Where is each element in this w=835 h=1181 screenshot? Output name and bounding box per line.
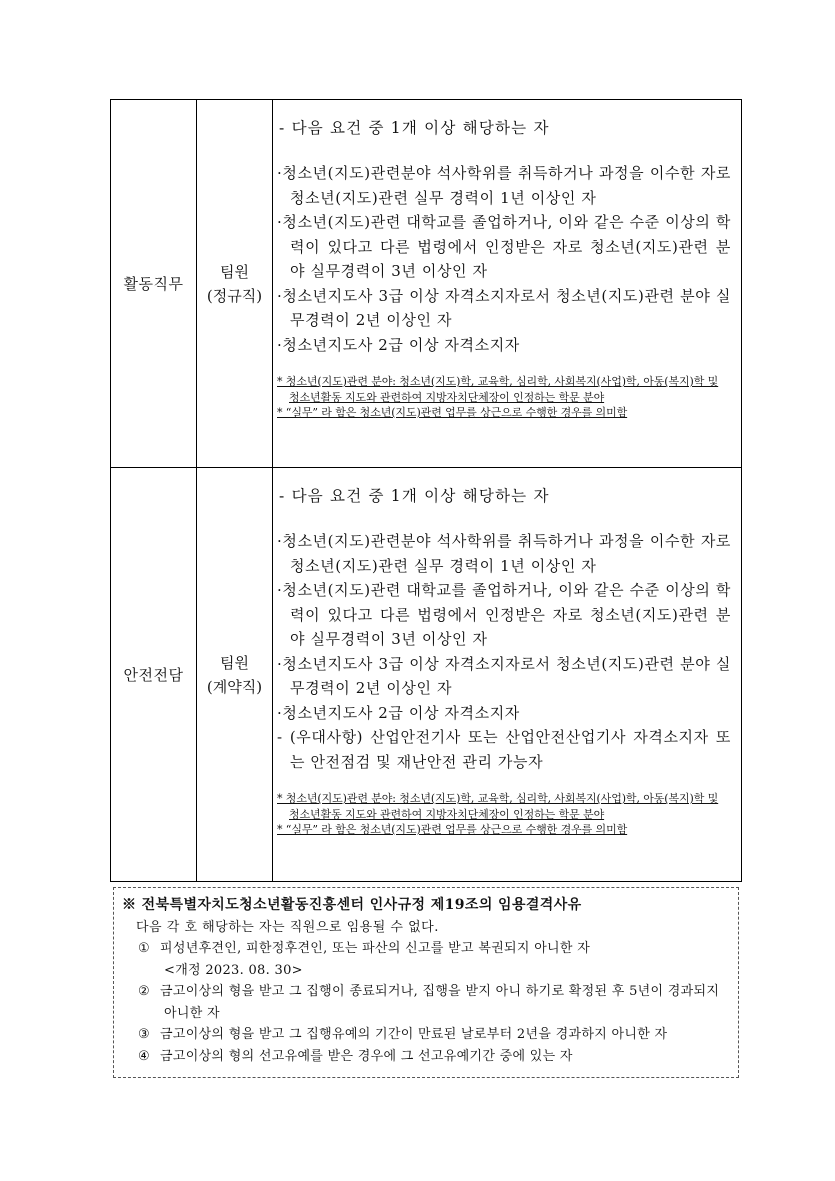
item-number: ② — [138, 984, 150, 999]
role-title: 팀원 — [220, 653, 249, 672]
notes — [277, 374, 731, 421]
disqualification-item — [122, 938, 730, 960]
requirement-item: ·청소년지도사 3급 이상 자격소지자로서 청소년(지도)관련 분야 실무경력이 2년 이상인 자 — [277, 654, 731, 697]
requirement-heading: - 다음 요건 중 1개 이상 해당하는 자 — [279, 119, 550, 137]
role-cell — [197, 100, 273, 468]
note-item: * “실무” 라 함은 청소년(지도)관련 업무를 상근으로 수행한 경우를 의미함 — [277, 406, 628, 419]
role-type: (정규직) — [206, 286, 263, 305]
item-text: 금고이상의 형을 받고 그 집행유예의 기간이 만료된 날로부터 2년을 경과하지 아니한 자 — [160, 1027, 668, 1042]
amendment-note: <개정 2023. 08. 30> — [164, 962, 303, 978]
item-text: 금고이상의 형의 선고유예를 받은 경우에 그 선고유예기간 중에 있는 자 — [160, 1048, 573, 1064]
disqualification-item — [122, 1046, 730, 1068]
note-item: * “실무” 라 함은 청소년(지도)관련 업무를 상근으로 수행한 경우를 의미함 — [277, 823, 628, 836]
requirements-cell — [273, 468, 742, 882]
disqualification-intro: 다음 각 호 해당하는 자는 직원으로 임용될 수 없다. — [136, 920, 439, 935]
requirement-item: ·청소년(지도)관련 대학교를 졸업하거나, 이와 같은 수준 이상의 학력이 있다고 다른 법령에서 인정받은 자로 청소년(지도)관련 분야 실무경력이 3년 이상인 자 — [277, 581, 731, 648]
item-text: 금고이상의 형을 받고 그 집행이 종료되거나, 집행을 받지 아니 하기로 확정된 후 5년이 경과되지 아니한 자 — [160, 984, 720, 1021]
item-number: ④ — [138, 1048, 150, 1064]
requirements-cell — [273, 100, 742, 468]
role-title: 팀원 — [220, 262, 249, 281]
requirement-item: ·청소년지도사 3급 이상 자격소지자로서 청소년(지도)관련 분야 실무경력이 2년 이상인 자 — [277, 286, 731, 329]
item-number: ③ — [138, 1027, 150, 1042]
requirement-heading: - 다음 요건 중 1개 이상 해당하는 자 — [279, 487, 550, 505]
disqualification-item — [122, 981, 730, 1024]
item-text: 피성년후견인, 피한정후견인, 또는 파산의 신고를 받고 복권되지 아니한 자 — [160, 941, 591, 956]
disqualification-box — [113, 887, 739, 1078]
table-row — [111, 468, 742, 882]
disqualification-title: ※ 전북특별자치도청소년활동진흥센터 인사규정 제19조의 임용결격사유 — [122, 897, 582, 913]
requirement-item: ·청소년(지도)관련 대학교를 졸업하거나, 이와 같은 수준 이상의 학력이 있다고 다른 법령에서 인정받은 자로 청소년(지도)관련 분야 실무경력이 3년 이상인 자 — [277, 213, 731, 280]
role-type: (계약직) — [206, 677, 263, 696]
dept-label: 활동직무 — [123, 275, 184, 293]
preferred-qualification: - (우대사항) 산업안전기사 또는 산업안전산업기사 자격소지자 또는 안전점검 및 재난안전 관리 가능자 — [277, 728, 731, 771]
requirement-item: ·청소년(지도)관련분야 석사학위를 취득하거나 과정을 이수한 자로 청소년(지도)관련 실무 경력이 1년 이상인 자 — [277, 164, 731, 207]
requirement-item: ·청소년지도사 2급 이상 자격소지자 — [277, 335, 520, 354]
role-cell — [197, 468, 273, 882]
note-item: * 청소년(지도)관련 분야: 청소년(지도)학, 교육학, 심리학, 사회복지(사업)학, 아동(복지)학 및 청소년활동 지도와 관련하여 지방자치단체장이 인정하는 학문 분야 — [277, 792, 719, 821]
item-number: ① — [138, 941, 150, 956]
requirements-table — [110, 99, 742, 882]
disqualification-item — [122, 1024, 730, 1046]
notes — [277, 791, 731, 838]
dept-label: 안전전담 — [123, 666, 184, 684]
requirement-item: ·청소년지도사 2급 이상 자격소지자 — [277, 703, 520, 722]
requirement-item: ·청소년(지도)관련분야 석사학위를 취득하거나 과정을 이수한 자로 청소년(지도)관련 실무 경력이 1년 이상인 자 — [277, 532, 731, 575]
dept-cell — [111, 468, 197, 882]
note-item: * 청소년(지도)관련 분야: 청소년(지도)학, 교육학, 심리학, 사회복지(사업)학, 아동(복지)학 및 청소년활동 지도와 관련하여 지방자치단체장이 인정하는 학문 분야 — [277, 375, 719, 404]
dept-cell — [111, 100, 197, 468]
table-row — [111, 100, 742, 468]
